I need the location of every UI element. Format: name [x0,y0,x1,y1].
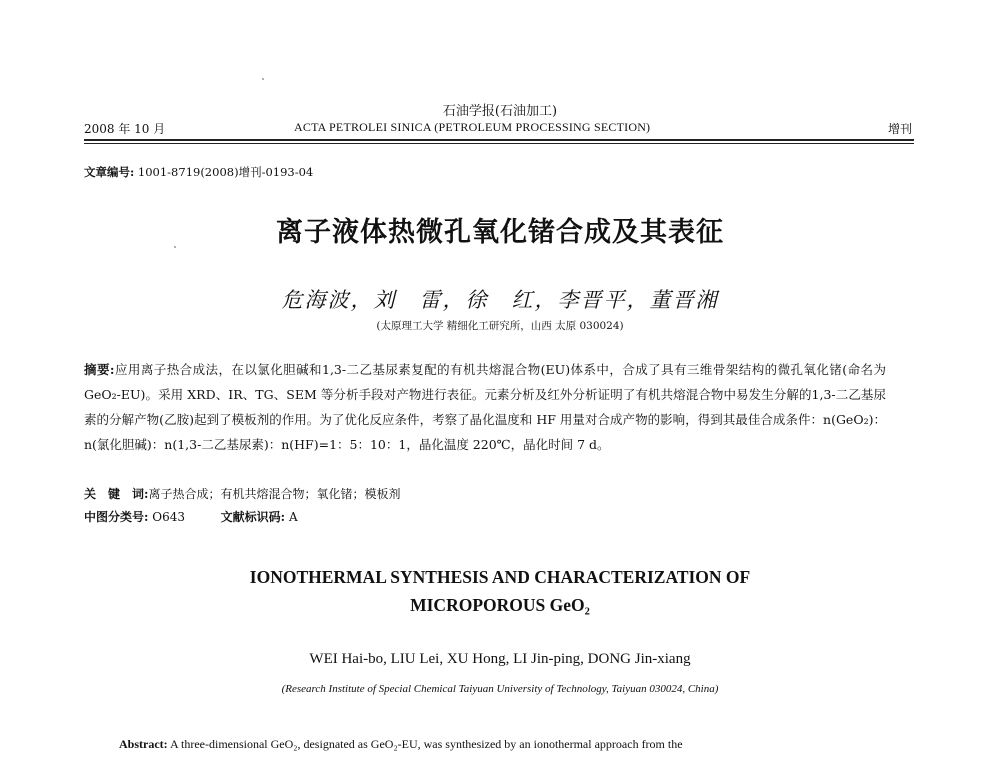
supplement-label: 增刊 [887,122,912,136]
classification-cn [84,508,298,525]
article-number-label: 文章编号: [84,165,135,179]
clc-value: O643 [152,510,186,524]
header-rule-thick [84,139,914,141]
header-rule-thin [84,143,914,144]
doc-code-label: 文献标识码: [220,510,286,524]
paper-title-cn: 离子液体热微孔氧化锗合成及其表征 [276,217,724,248]
scan-speck [262,78,264,80]
abstract-en-label: Abstract: [119,737,168,751]
affiliation-cn: (太原理工大学 精细化工研究所，山西 太原 030024) [376,320,624,332]
authors-cn: 危海波，刘 雷，徐 红，李晋平，董晋湘 [281,288,719,312]
article-number [84,164,313,180]
keywords-cn-label: 关 键 词: [84,487,149,501]
article-number-value: 1001-8719(2008)增刊-0193-04 [137,165,314,179]
abstract-en [119,733,889,755]
issue-date: 2008 年 10 月 [84,122,166,136]
abstract-cn [84,357,886,457]
paper-title-en-line2: MICROPOROUS GeO₂ [410,595,590,615]
abstract-cn-label: 摘要: [84,362,115,377]
clc-label: 中图分类号: [84,510,149,524]
doc-code-value: A [288,510,298,524]
journal-name-en: ACTA PETROLEI SINICA (PETROLEUM PROCESSING SECTION) [294,120,651,134]
keywords-cn-text: 离子热合成；有机共熔混合物；氧化锗；模板剂 [148,487,401,501]
keywords-cn [84,485,400,502]
authors-en: WEI Hai-bo, LIU Lei, XU Hong, LI Jin-ping, DONG Jin-xiang [309,651,691,667]
running-header [84,120,914,136]
affiliation-en: (Research Institute of Special Chemical Taiyuan University of Technology, Taiyuan 030024, China) [281,683,719,695]
abstract-cn-text: 应用离子热合成法，在以氯化胆碱和1,3-二乙基尿素复配的有机共熔混合物(EU)体系中，合成了具有三维骨架结构的微孔氧化锗(命名为 GeO₂-EU)。采用 XRD、IR、TG、SEM 等分析手段对产物进行表征。元素分析及红外分析证明了有机共熔混合物中易发生分解的1,3-二乙基尿素的分解产物(乙胺)起到了模板剂的作用。为了优化反应条件，考察了晶化温度和 HF 用量对合成产物的影响，得到其最佳合成条件：n(GeO₂)：n(氯化胆碱)：n(1,3-二乙基尿素)：n(HF)=1：5：10：1，晶化温度 220℃，晶化时间 7 d。 [84,362,886,452]
paper-title-en-line1: IONOTHERMAL SYNTHESIS AND CHARACTERIZATION OF [249,567,751,587]
paper-title-en [0,563,1000,619]
abstract-en-text: A three-dimensional GeO₂, designated as GeO₂-EU, was synthesized by an ionothermal approach from the [170,737,683,751]
journal-name-cn: 石油学报(石油加工) [442,104,558,119]
